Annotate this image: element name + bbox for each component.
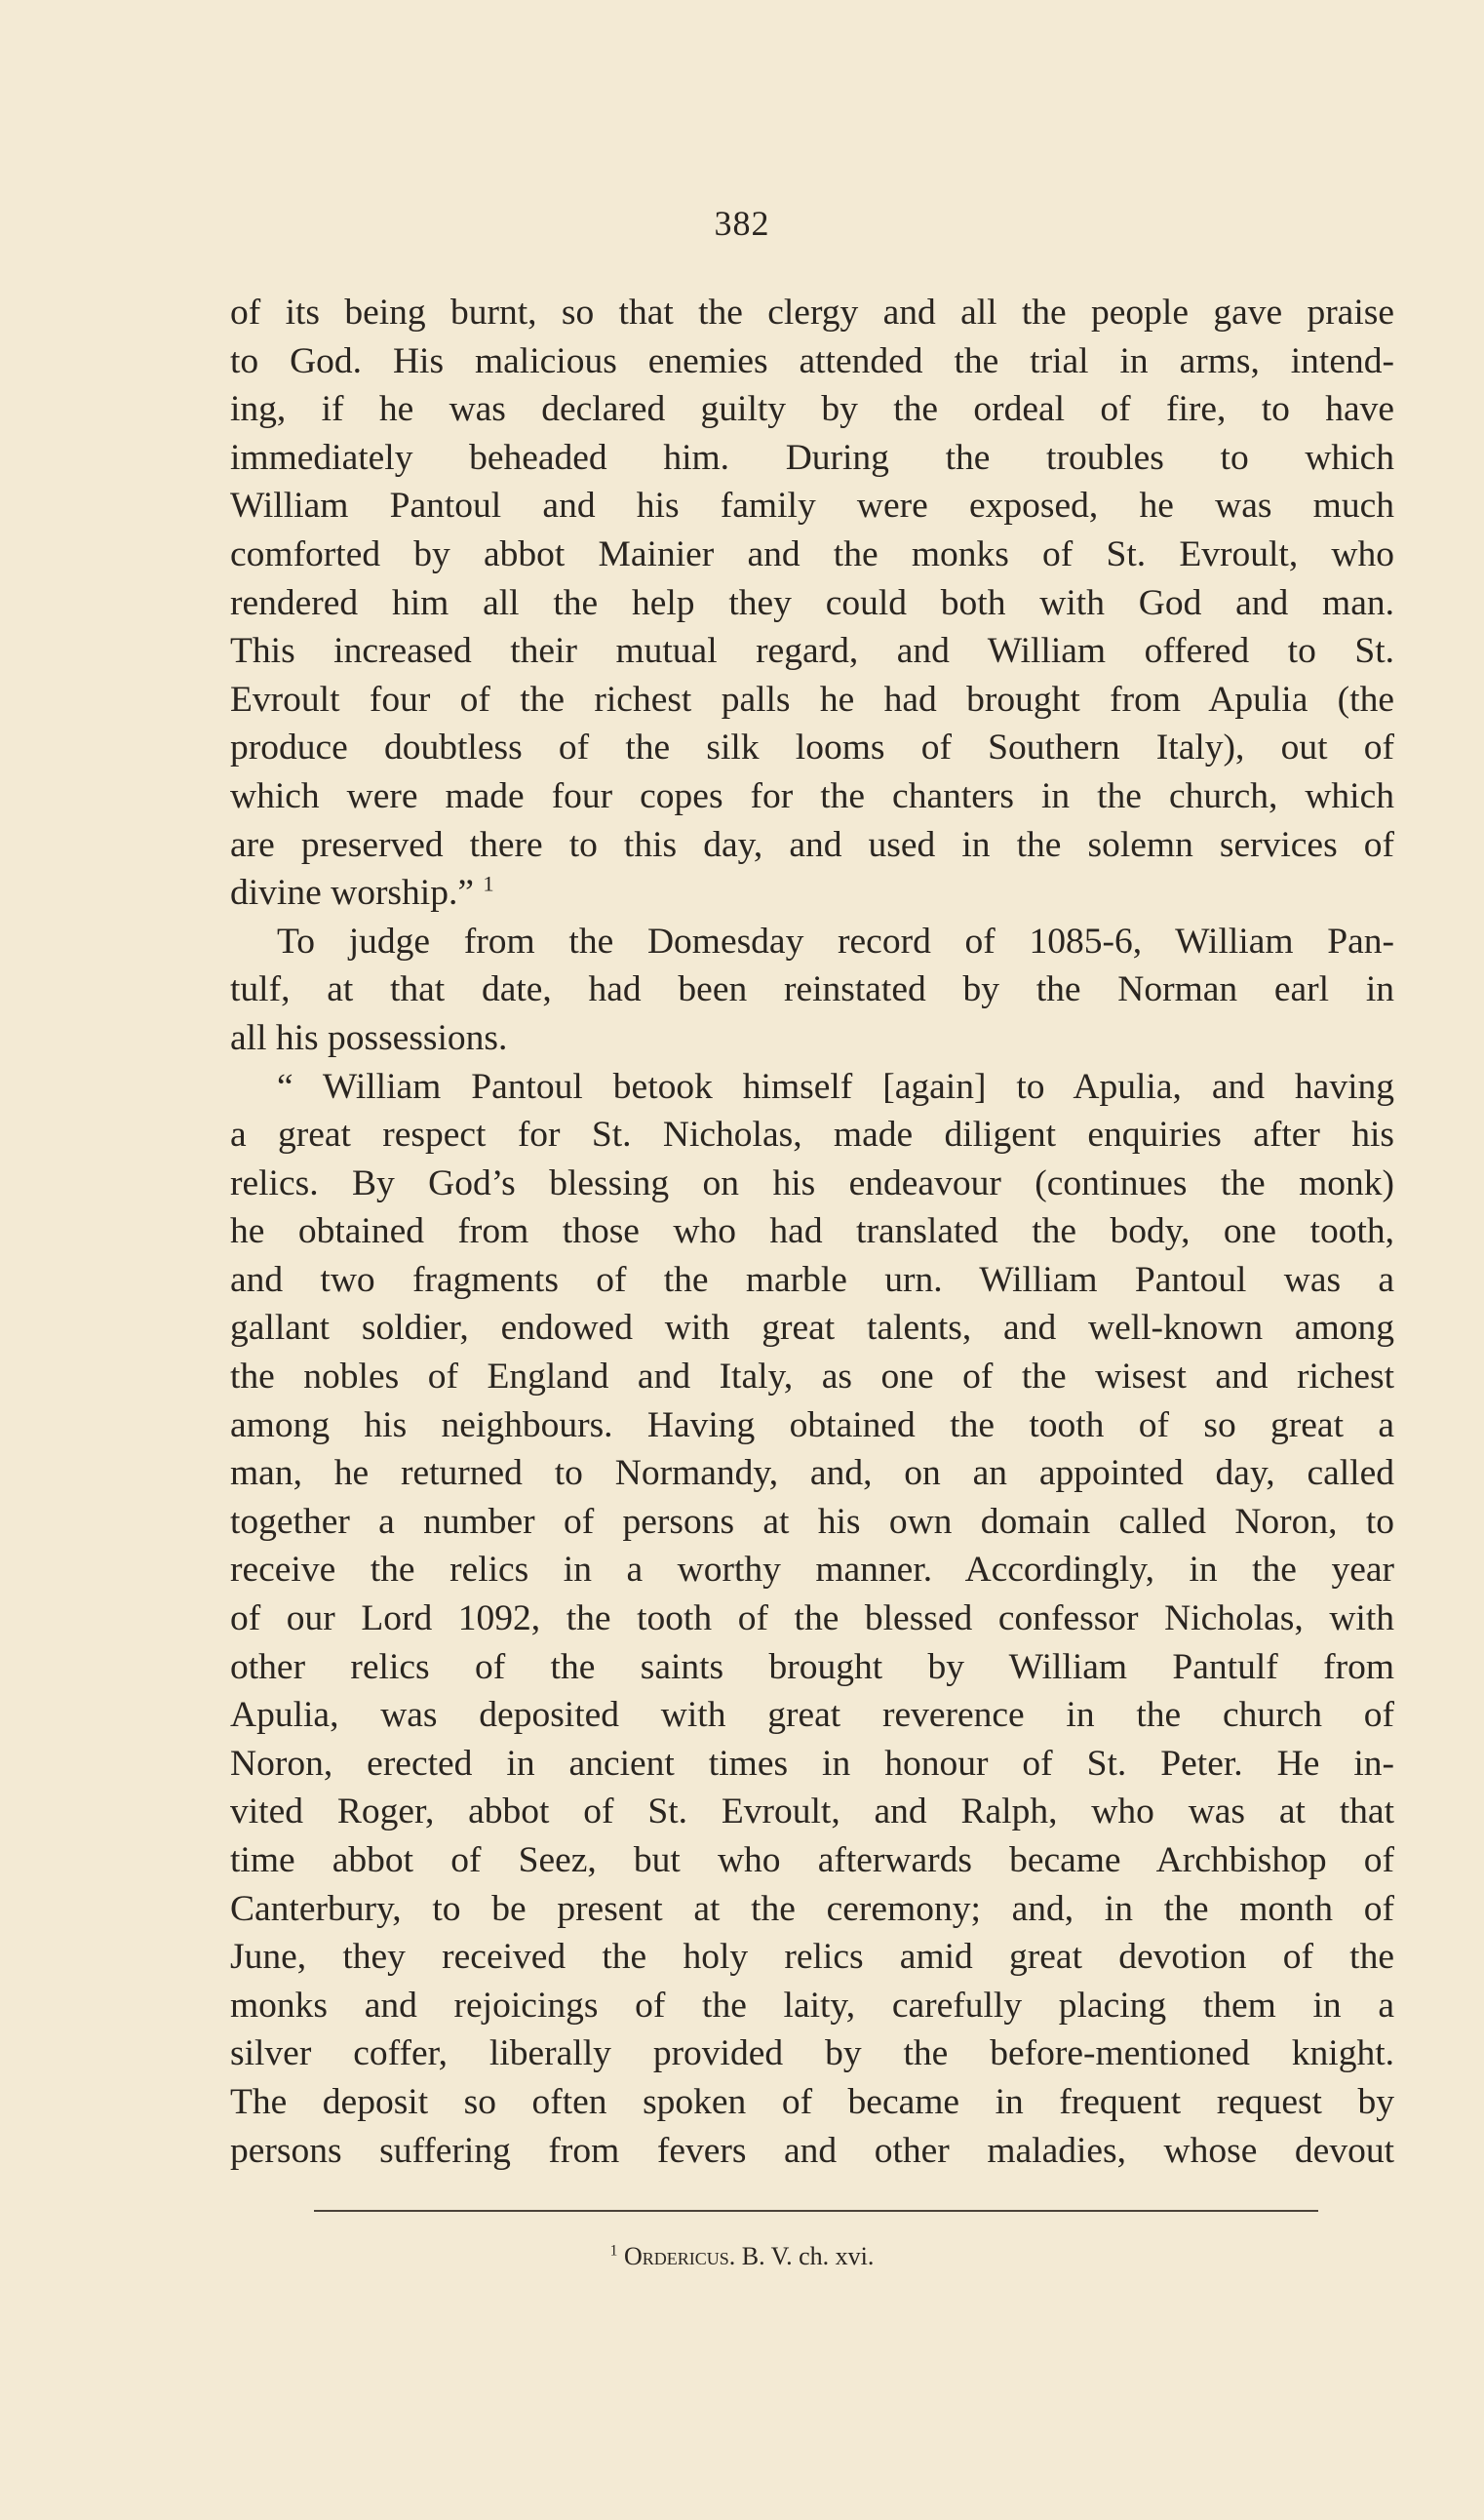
text-line: a great respect for St. Nicholas, made diligent enquiries after his [230, 1115, 1394, 1156]
text-line: gallant soldier, endowed with great talents, and well-known among [230, 1308, 1394, 1349]
text-line: the nobles of England and Italy, as one of the wisest and richest [230, 1357, 1394, 1398]
text-line: silver coffer, liberally provided by the before-mentioned knight. [230, 2033, 1394, 2074]
text-line: he obtained from those who had translated the body, one tooth, [230, 1211, 1394, 1252]
text-line: all his possessions. [230, 1017, 508, 1058]
footnote [0, 2237, 1484, 2276]
text-line: This increased their mutual regard, and William offered to St. [230, 631, 1394, 672]
text-line: of its being burnt, so that the clergy and all the people gave praise [230, 293, 1394, 333]
text-line: To judge from the Domesday record of 1085-6, William Pan- [277, 921, 1394, 962]
text-line: June, they received the holy relics amid great devotion of the [230, 1937, 1394, 1978]
text-line: ing, if he was declared guilty by the ordeal of fire, to have [230, 389, 1394, 430]
text-line: rendered him all the help they could both with God and man. [230, 582, 1394, 623]
text-line: of our Lord 1092, the tooth of the blessed confessor Nicholas, with [230, 1598, 1394, 1639]
text-line: produce doubtless of the silk looms of Southern Italy), out of [230, 728, 1394, 768]
text-line: Noron, erected in ancient times in honour of St. Peter. He in- [230, 1743, 1394, 1784]
footnote-author: Ordericus. [623, 2242, 736, 2270]
text-line: and two fragments of the marble urn. William Pantoul was a [230, 1259, 1394, 1300]
page-number: 382 [714, 204, 770, 243]
footnote-reference-text: B. V. ch. xvi. [741, 2242, 875, 2270]
text-line: are preserved there to this day, and used in the solemn services of [230, 824, 1394, 865]
text-line: receive the relics in a worthy manner. Accordingly, in the year [230, 1550, 1394, 1591]
text-line: persons suffering from fevers and other maladies, whose devout [230, 2130, 1394, 2171]
text-line: Apulia, was deposited with great reverence in the church of [230, 1695, 1394, 1736]
text-line: monks and rejoicings of the laity, carefully placing them in a [230, 1985, 1394, 2026]
text-line: together a number of persons at his own domain called Noron, to [230, 1501, 1394, 1542]
text-line: which were made four copes for the chanters in the church, which [230, 775, 1394, 816]
text-line: The deposit so often spoken of became in frequent request by [230, 2081, 1394, 2122]
footnote-marker: 1 [609, 2242, 618, 2260]
text-line: other relics of the saints brought by William Pantulf from [230, 1646, 1394, 1687]
text-line: Canterbury, to be present at the ceremony; and, in the month of [230, 1888, 1394, 1929]
text-line: vited Roger, abbot of St. Evroult, and Ralph, who was at that [230, 1792, 1394, 1832]
text-line: time abbot of Seez, but who afterwards became Archbishop of [230, 1840, 1394, 1880]
text-line: Evroult four of the richest palls he had brought from Apulia (the [230, 679, 1394, 720]
text-line: tulf, at that date, had been reinstated by the Norman earl in [230, 969, 1394, 1010]
text-line-with-footnote-ref [230, 869, 1394, 918]
text-line: to God. His malicious enemies attended the trial in arms, intend- [230, 340, 1394, 381]
footnote-reference: 1 [483, 871, 494, 896]
text-line: William Pantoul and his family were exposed, he was much [230, 486, 1394, 527]
text-line: divine worship.” [230, 873, 474, 914]
footnote-divider [314, 2210, 1318, 2212]
text-line: immediately beheaded him. During the troubles to which [230, 437, 1394, 478]
text-line: among his neighbours. Having obtained the tooth of so great a [230, 1404, 1394, 1445]
text-line: relics. By God’s blessing on his endeavour (continues the monk) [230, 1162, 1394, 1203]
body-text [230, 289, 1394, 2175]
text-line: “ William Pantoul betook himself [again] to Apulia, and having [277, 1066, 1394, 1107]
text-line: comforted by abbot Mainier and the monks of St. Evroult, who [230, 533, 1394, 574]
text-line: man, he returned to Normandy, and, on an appointed day, called [230, 1453, 1394, 1494]
